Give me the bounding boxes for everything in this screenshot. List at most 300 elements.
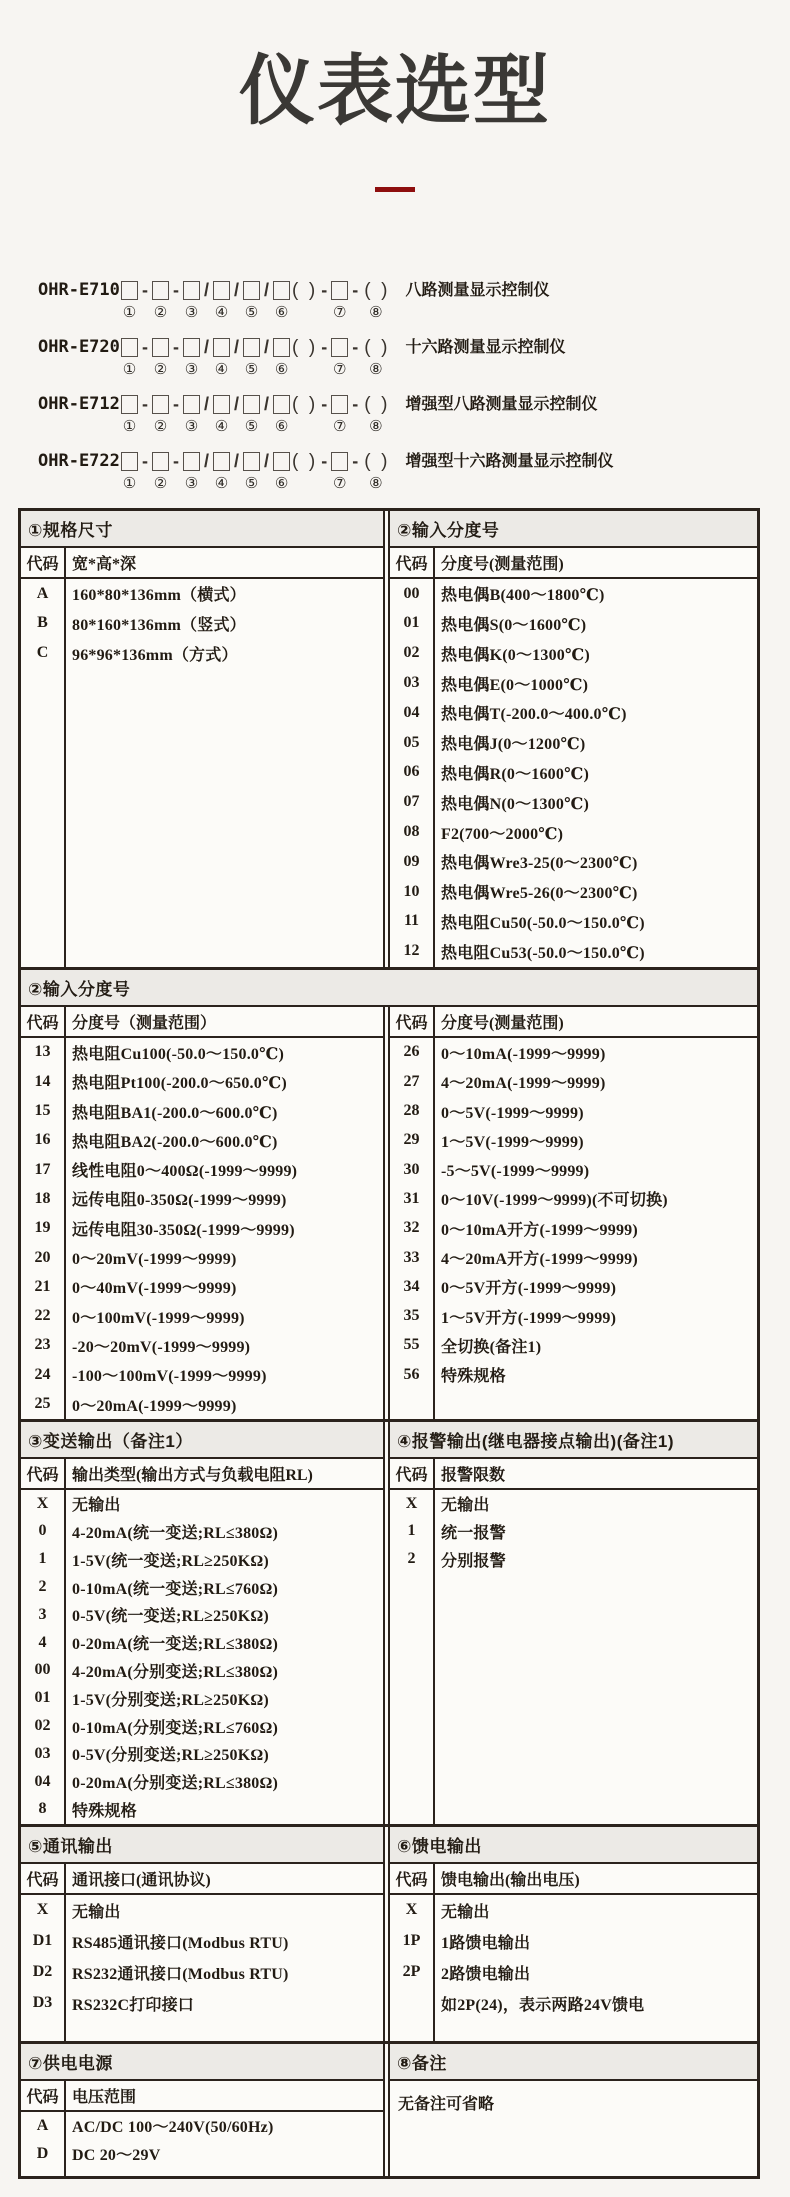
row-desc: 热电阻BA2(-200.0～600.0℃) <box>72 1133 278 1151</box>
table-row <box>390 1067 757 1096</box>
separator-char: - <box>142 279 148 300</box>
note-text: 无备注可省略 <box>398 2095 495 2113</box>
row-desc: 全切换(备注1) <box>441 1338 542 1356</box>
row-code: 28 <box>390 1096 435 1125</box>
separator-char: - <box>352 450 359 471</box>
table-row <box>21 1518 383 1546</box>
separator-char: ( ) <box>292 450 316 472</box>
row-desc: 0～20mA(-1999～9999) <box>72 1397 237 1415</box>
code-separator-slot <box>348 451 362 492</box>
row-desc: 0-10mA(统一变送;RL≤760Ω) <box>72 1580 279 1598</box>
table-row <box>21 1768 383 1796</box>
column-header-row <box>390 548 757 579</box>
table-row <box>390 1243 757 1272</box>
column-header-code: 代码 <box>390 1864 435 1893</box>
circled-number: ⑦ <box>333 417 347 435</box>
separator-char: / <box>204 279 210 300</box>
table-body <box>21 1490 383 1824</box>
column-header-row <box>21 1864 383 1895</box>
code-box <box>152 281 169 300</box>
code-separator-slot <box>138 280 152 321</box>
row-code: 03 <box>21 1740 66 1768</box>
code-box-slot <box>243 451 260 492</box>
model-description: 八路测量显示控制仪 <box>405 281 550 299</box>
table-row <box>390 579 757 609</box>
column-header-code: 代码 <box>21 2081 66 2110</box>
row-desc: 160*80*136mm（横式） <box>72 587 246 605</box>
table-filler-row <box>390 966 757 967</box>
row-code: A <box>21 579 66 609</box>
row-code: 29 <box>390 1126 435 1155</box>
section-title: ③变送输出（备注1） <box>21 1422 383 1459</box>
row-code: X <box>390 1895 435 1926</box>
table-row <box>390 817 757 847</box>
row-code: 22 <box>21 1301 66 1330</box>
code-separator-slot <box>230 451 243 492</box>
code-box-slot <box>243 394 260 435</box>
separator-char: - <box>173 279 179 300</box>
table-row <box>21 609 383 639</box>
row-code: 08 <box>390 817 435 847</box>
model-row <box>38 337 790 378</box>
row-desc: F2(700～2000℃) <box>441 825 564 843</box>
circled-number: ② <box>153 303 168 321</box>
table-row <box>21 1988 383 2019</box>
code-box <box>183 452 200 471</box>
code-box-slot <box>183 394 200 435</box>
code-separator-slot <box>362 280 389 321</box>
row-desc: 1～5V(-1999～9999) <box>441 1133 584 1151</box>
code-box <box>331 338 348 357</box>
table-section <box>388 2044 757 2176</box>
row-code: 00 <box>390 579 435 609</box>
separator-char: - <box>321 279 328 300</box>
table-band <box>21 1419 757 1824</box>
separator-char: - <box>173 450 179 471</box>
code-box-slot <box>121 394 138 435</box>
row-code: 16 <box>21 1126 66 1155</box>
row-desc: 热电阻Pt100(-200.0～650.0℃) <box>72 1075 287 1093</box>
code-box-slot <box>273 451 290 492</box>
row-code: 04 <box>21 1768 66 1796</box>
row-desc: 线性电阻0～400Ω(-1999～9999) <box>72 1163 298 1181</box>
table-row <box>21 1957 383 1988</box>
code-box-slot <box>243 337 260 378</box>
row-code: 1 <box>21 1545 66 1573</box>
table-band <box>21 1824 757 2041</box>
model-code-label: OHR-E720 <box>38 336 120 357</box>
section-title: ①规格尺寸 <box>21 511 383 548</box>
code-separator-slot <box>200 451 213 492</box>
row-code: 03 <box>390 668 435 698</box>
code-box <box>331 395 348 414</box>
table-body <box>21 1038 383 1419</box>
row-desc: 远传电阻0-350Ω(-1999～9999) <box>72 1192 287 1210</box>
circled-number: ⑧ <box>369 303 383 321</box>
code-separator-slot <box>348 394 362 435</box>
row-desc: 96*96*136mm（方式） <box>72 646 238 664</box>
row-desc: 热电偶J(0～1200℃) <box>441 736 586 754</box>
table-row <box>390 1301 757 1330</box>
row-desc: 分别报警 <box>441 1552 506 1570</box>
circled-number: ⑧ <box>369 417 383 435</box>
circled-number: ② <box>153 360 168 378</box>
column-header-code: 代码 <box>390 1459 435 1488</box>
row-desc: 热电偶T(-200.0～400.0℃) <box>441 706 627 724</box>
row-code: 32 <box>390 1214 435 1243</box>
table-section <box>388 1422 757 1824</box>
section-title: ⑥馈电输出 <box>390 1827 757 1864</box>
code-separator-slot <box>230 394 243 435</box>
circled-number: ④ <box>214 417 229 435</box>
section-title: ⑧备注 <box>390 2044 757 2081</box>
circled-number: ⑤ <box>244 303 259 321</box>
table-row <box>390 936 757 966</box>
selection-table <box>18 508 760 2179</box>
column-header-row <box>390 1459 757 1490</box>
table-row <box>390 1490 757 1518</box>
table-row <box>21 1895 383 1926</box>
table-row <box>390 1545 757 1573</box>
row-desc: 0～100mV(-1999～9999) <box>72 1309 245 1327</box>
table-row <box>21 1389 383 1418</box>
row-desc: 0-5V(统一变送;RL≥250KΩ) <box>72 1608 269 1626</box>
section-title: ②输入分度号 <box>21 970 757 1007</box>
table-row <box>21 1067 383 1096</box>
model-code-label: OHR-E722 <box>38 450 120 471</box>
code-box-slot <box>213 451 230 492</box>
circled-number: ⑥ <box>274 474 289 492</box>
row-code: X <box>390 1490 435 1518</box>
code-separator-slot <box>200 394 213 435</box>
row-desc: 如2P(24)，表示两路24V馈电 <box>441 1996 645 2014</box>
table-row <box>390 1895 757 1926</box>
column-header-desc: 报警限数 <box>441 1466 506 1484</box>
circled-number: ⑥ <box>274 360 289 378</box>
table-row <box>390 1126 757 1155</box>
model-code-label: OHR-E710 <box>38 279 120 300</box>
table-row <box>390 847 757 877</box>
row-desc: 热电偶N(0～1300℃) <box>441 795 589 813</box>
table-row <box>21 1601 383 1629</box>
code-box <box>121 338 138 357</box>
table-section <box>21 1007 385 1419</box>
table-row <box>21 1490 383 1518</box>
table-row <box>390 609 757 639</box>
code-separator-slot <box>169 337 183 378</box>
table-filler-row <box>390 2019 757 2041</box>
code-box-slot <box>331 451 348 492</box>
row-code: 3 <box>21 1601 66 1629</box>
code-separator-slot <box>317 337 331 378</box>
code-separator-slot <box>348 280 362 321</box>
table-row <box>390 787 757 817</box>
circled-number: ③ <box>184 360 199 378</box>
separator-char: / <box>234 393 240 414</box>
code-box-slot <box>273 394 290 435</box>
column-header-desc: 分度号（测量范围） <box>72 1014 217 1032</box>
row-code: 31 <box>390 1184 435 1213</box>
row-code: 1P <box>390 1926 435 1957</box>
row-desc: 无输出 <box>441 1903 490 1921</box>
code-box <box>213 338 230 357</box>
row-desc: 热电阻Cu53(-50.0～150.0℃) <box>441 944 645 962</box>
row-desc: 1路馈电输出 <box>441 1934 531 1952</box>
code-box <box>213 395 230 414</box>
row-code: 30 <box>390 1155 435 1184</box>
row-code: 19 <box>21 1214 66 1243</box>
code-separator-slot <box>200 280 213 321</box>
column-header-desc: 宽*高*深 <box>72 555 137 573</box>
row-desc: 0～40mV(-1999～9999) <box>72 1280 237 1298</box>
row-desc: 4～20mA开方(-1999～9999) <box>441 1251 638 1269</box>
circled-number: ⑦ <box>333 303 347 321</box>
circled-number: ③ <box>184 417 199 435</box>
code-separator-slot <box>362 451 389 492</box>
row-code: 2 <box>390 1545 435 1573</box>
code-separator-slot <box>317 451 331 492</box>
separator-char: ( ) <box>292 393 316 415</box>
separator-char: - <box>142 450 148 471</box>
row-code: 23 <box>21 1331 66 1360</box>
table-row <box>21 1712 383 1740</box>
separator-char: / <box>264 279 270 300</box>
row-desc: 远传电阻30-350Ω(-1999～9999) <box>72 1221 295 1239</box>
code-box <box>273 452 290 471</box>
code-separator-slot <box>169 451 183 492</box>
row-desc: 热电偶S(0～1600℃) <box>441 616 587 634</box>
row-desc: 热电偶K(0～1300℃) <box>441 646 590 664</box>
separator-char: - <box>352 393 359 414</box>
row-desc: AC/DC 100～240V(50/60Hz) <box>72 2119 274 2137</box>
row-desc: 4～20mA(-1999～9999) <box>441 1075 606 1093</box>
row-code: 15 <box>21 1096 66 1125</box>
circled-number: ③ <box>184 474 199 492</box>
code-box-slot <box>213 394 230 435</box>
table-row <box>21 1331 383 1360</box>
row-desc: 1～5V开方(-1999～9999) <box>441 1309 617 1327</box>
model-description: 增强型十六路测量显示控制仪 <box>405 452 614 470</box>
table-row <box>390 1155 757 1184</box>
separator-char: - <box>321 393 328 414</box>
table-band <box>21 2041 757 2176</box>
code-box <box>121 395 138 414</box>
table-band <box>21 967 757 1419</box>
code-box <box>243 452 260 471</box>
table-row <box>390 728 757 758</box>
separator-char: / <box>204 336 210 357</box>
code-box <box>183 395 200 414</box>
separator-char: / <box>234 450 240 471</box>
code-box <box>243 338 260 357</box>
separator-char: - <box>173 393 179 414</box>
row-code: 11 <box>390 907 435 937</box>
table-row <box>390 698 757 728</box>
table-row <box>21 2112 383 2140</box>
table-row <box>390 638 757 668</box>
row-code: 24 <box>21 1360 66 1389</box>
code-separator-slot <box>230 280 243 321</box>
row-code: A <box>21 2112 66 2140</box>
table-row <box>21 1272 383 1301</box>
row-code: D3 <box>21 1988 66 2019</box>
table-row <box>390 1518 757 1546</box>
row-desc: 0～5V(-1999～9999) <box>441 1104 584 1122</box>
row-desc: 热电偶B(400～1800℃) <box>441 587 605 605</box>
table-filler-row <box>390 1573 757 1824</box>
row-code: D1 <box>21 1926 66 1957</box>
code-box <box>121 452 138 471</box>
row-desc: 热电阻Cu50(-50.0～150.0℃) <box>441 914 645 932</box>
separator-char: / <box>234 336 240 357</box>
code-box <box>183 281 200 300</box>
row-code: 00 <box>21 1657 66 1685</box>
table-row <box>390 1272 757 1301</box>
code-box-slot <box>331 337 348 378</box>
row-code: X <box>21 1895 66 1926</box>
row-desc: 0-20mA(分别变送;RL≤380Ω) <box>72 1775 279 1793</box>
code-separator-slot <box>317 394 331 435</box>
row-code: 34 <box>390 1272 435 1301</box>
code-box-slot <box>152 337 169 378</box>
row-desc: 无输出 <box>72 1903 121 1921</box>
page-title: 仪表选型 <box>239 49 551 134</box>
separator-char: - <box>321 450 328 471</box>
table-section <box>388 1007 757 1419</box>
row-code: 56 <box>390 1360 435 1389</box>
table-row <box>21 1301 383 1330</box>
row-desc: RS232通讯接口(Modbus RTU) <box>72 1965 289 1983</box>
table-row <box>21 1573 383 1601</box>
circled-number: ① <box>122 474 137 492</box>
circled-number: ⑤ <box>244 417 259 435</box>
table-row <box>21 1214 383 1243</box>
code-separator-slot <box>260 451 273 492</box>
separator-char: - <box>142 393 148 414</box>
table-row <box>21 1126 383 1155</box>
code-box-slot <box>183 337 200 378</box>
code-box <box>213 452 230 471</box>
circled-number: ⑤ <box>244 360 259 378</box>
circled-number: ① <box>122 360 137 378</box>
table-section <box>388 511 757 967</box>
row-code: 18 <box>21 1184 66 1213</box>
row-code: D <box>21 2140 66 2168</box>
row-code: 05 <box>390 728 435 758</box>
table-row <box>21 1155 383 1184</box>
row-code: 02 <box>390 638 435 668</box>
code-box-slot <box>243 280 260 321</box>
circled-number: ④ <box>214 303 229 321</box>
column-header-code: 代码 <box>21 548 66 577</box>
code-separator-slot <box>138 337 152 378</box>
table-section <box>21 1422 385 1824</box>
table-body <box>21 2112 383 2176</box>
circled-number: ② <box>153 417 168 435</box>
code-separator-slot <box>348 337 362 378</box>
row-desc: 80*160*136mm（竖式） <box>72 616 246 634</box>
row-code: 10 <box>390 877 435 907</box>
row-desc: -5～5V(-1999～9999) <box>441 1163 590 1181</box>
table-row <box>390 1926 757 1957</box>
separator-char: ( ) <box>364 336 388 358</box>
model-row <box>38 280 790 321</box>
column-header-desc: 电压范围 <box>72 2088 137 2106</box>
column-header-desc: 馈电输出(输出电压) <box>441 1871 580 1889</box>
column-header-row <box>390 1864 757 1895</box>
row-desc: 热电偶E(0～1000℃) <box>441 676 589 694</box>
row-code: 21 <box>21 1272 66 1301</box>
section-title: ⑦供电电源 <box>21 2044 383 2081</box>
row-code: 02 <box>21 1712 66 1740</box>
table-row <box>21 1684 383 1712</box>
table-row <box>21 1545 383 1573</box>
code-separator-slot <box>169 280 183 321</box>
table-row <box>390 1096 757 1125</box>
code-separator-slot <box>290 451 317 492</box>
table-body <box>21 579 383 967</box>
row-desc: 2路馈电输出 <box>441 1965 531 1983</box>
circled-number: ③ <box>184 303 199 321</box>
code-separator-slot <box>138 394 152 435</box>
separator-char: ( ) <box>364 450 388 472</box>
table-section <box>21 1827 385 2041</box>
separator-char: / <box>204 450 210 471</box>
code-separator-slot <box>260 337 273 378</box>
row-code: 0 <box>21 1518 66 1546</box>
code-box-slot <box>331 394 348 435</box>
row-desc: -100～100mV(-1999～9999) <box>72 1368 267 1386</box>
row-desc: 4-20mA(统一变送;RL≤380Ω) <box>72 1524 279 1542</box>
row-desc: 0-5V(分别变送;RL≥250KΩ) <box>72 1747 269 1765</box>
table-row <box>21 1184 383 1213</box>
column-header-row <box>21 2081 383 2112</box>
row-desc: 0～10mA(-1999～9999) <box>441 1045 606 1063</box>
column-header-code: 代码 <box>21 1864 66 1893</box>
model-code-list <box>38 280 790 492</box>
row-code: 2 <box>21 1573 66 1601</box>
table-band <box>21 511 757 967</box>
separator-char: - <box>352 336 359 357</box>
column-header-desc: 分度号(测量范围) <box>441 1014 564 1032</box>
code-box <box>273 338 290 357</box>
row-desc: 无输出 <box>441 1497 490 1515</box>
row-desc: RS232C打印接口 <box>72 1996 195 2014</box>
table-body <box>390 1490 757 1824</box>
row-code: 20 <box>21 1243 66 1272</box>
code-box <box>331 452 348 471</box>
row-desc: 特殊规格 <box>72 1802 137 1820</box>
circled-number: ⑦ <box>333 360 347 378</box>
code-box-slot <box>152 280 169 321</box>
table-row <box>390 1988 757 2019</box>
table-body <box>390 1038 757 1419</box>
table-row <box>21 1038 383 1067</box>
row-desc: 4-20mA(分别变送;RL≤380Ω) <box>72 1663 279 1681</box>
row-code: 27 <box>390 1067 435 1096</box>
table-row <box>390 1331 757 1360</box>
separator-char: - <box>142 336 148 357</box>
model-row <box>38 394 790 435</box>
row-code: 26 <box>390 1038 435 1067</box>
column-header-row <box>21 548 383 579</box>
code-box <box>183 338 200 357</box>
code-box <box>273 281 290 300</box>
row-desc: 热电偶R(0～1600℃) <box>441 765 589 783</box>
row-code: 33 <box>390 1243 435 1272</box>
code-separator-slot <box>200 337 213 378</box>
table-row <box>21 1096 383 1125</box>
